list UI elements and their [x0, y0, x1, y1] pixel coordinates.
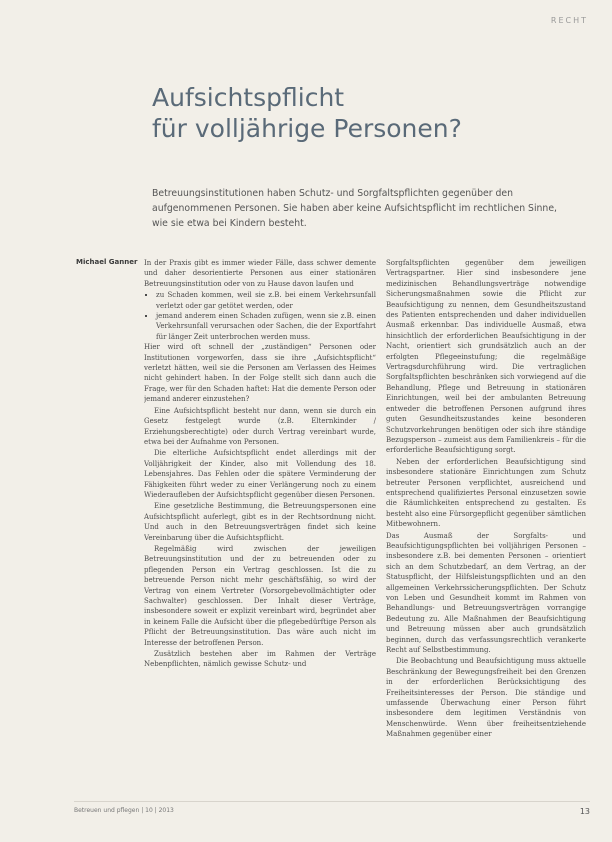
- page-number: 13: [579, 807, 590, 816]
- article-title: [152, 82, 592, 144]
- paragraph: Zusätzlich bestehen aber im Rahmen der Verträge Nebenpflichten, nämlich gewisse Schutz- und: [144, 650, 376, 669]
- paragraph: Neben der erforderlichen Beaufsichtigung sind insbesondere stationäre Einrichtungen zum Schutz betreuter Personen verpflichtet, ausreichend und entsprechend qualifiziertes Personal einzusetzen sowie die Räumlichkeiten entsprechend zu gestalten. Es besteht also eine Fürsorgepflicht gegenüber sämtlichen Mitbewohnern.: [386, 457, 586, 529]
- title-line-1: Aufsichtspflicht: [152, 83, 345, 112]
- section-label: RECHT: [550, 16, 588, 25]
- bullet-list: [144, 290, 376, 342]
- left-column: [144, 258, 376, 784]
- right-column: [386, 258, 586, 784]
- paragraph: Regelmäßig wird zwischen der jeweiligen Betreuungsinstitution und der zu betreuenden oder zu pflegenden Person ein Vertrag geschlossen. Ist die zu betreuende Person nicht mehr geschäftsfähig, so wird der Vertrag von einem Vertreter (Vorsorgebevollmächtigter oder Sachwalter) geschlossen. Der Inhalt dieser Verträge, insbesondere soweit er explizit vereinbart wird, begründet aber in keinem Falle die Aufsicht über die pflegebedürftige Person als Pflicht der Betreuungsinstitution. Das wäre auch nicht im Interesse der betroffenen Person.: [144, 544, 376, 647]
- paragraph: In der Praxis gibt es immer wieder Fälle, dass schwer demente und daher desorientierte Personen aus einer stationären Betreuungsinstitution oder von zu Hause davon laufen und: [144, 259, 376, 288]
- paragraph: Die elterliche Aufsichtspflicht endet allerdings mit der Volljährigkeit der Kinder, also mit Vollendung des 18. Lebensjahres. Das Fehlen oder die spätere Verminderung der Fähigkeiten führt weder zu einer Verlängerung noch zu einem Wiederaufleben der Aufsichtspflicht gegenüber diesen Personen.: [144, 449, 376, 499]
- author-name: Michael Ganner: [76, 258, 138, 266]
- title-line-2: für volljährige Personen?: [152, 114, 462, 143]
- paragraph: Sorgfaltspflichten gegenüber dem jeweiligen Vertragspartner. Hier sind insbesondere jene medizinischen Behandlungsverträge notwendige Sicherungsmaßnahmen sowie die Pflicht zur Beaufsichtigung zu nennen, dem Gesundheitszustand des Patienten entsprechenden und daher individuellen Ausmaß erkennbar. Das individuelle Ausmaß, etwa hinsichtlich der erforderlichen Beaufsichtigung in der Nacht, orientiert sich grundsätzlich auch an der erfolgten Pflegeeinstufung; die regelmäßige Vertragsdurchführung wird. Die vertraglichen Sorgfaltspflichten beschränken sich vorwiegend auf die Behandlung, Pflege und Betreuung in stationären Einrichtungen, weil bei der ambulanten Betreuung entweder die betroffenen Personen aufgrund ihres guten Gesundheitszustandes keine besonderen Schutzvorkehrungen benötigen oder sich ihre ständige Bezugsperson – zumeist aus dem Familienkreis – für die erforderliche Beaufsichtigung sorgt.: [386, 259, 586, 455]
- paragraph: Hier wird oft schnell der „zuständigen“ Personen oder Institutionen vorgeworfen, dass sie ihre „Aufsichtspflicht“ verletzt hätten, weil sie die Personen am Verlassen des Heimes nicht gehindert haben. In der Folge stellt sich dann auch die Frage, wer für den Schaden haftet: Hat die demente Person oder jemand anderer einzustehen?: [144, 343, 376, 404]
- footer-divider: [74, 801, 590, 802]
- paragraph: Eine Aufsichtspflicht besteht nur dann, wenn sie durch ein Gesetz festgelegt wurde (z.B. Elternkinder / Erziehungsberechtigte) oder durch Vertrag vereinbart wurde, etwa bei der Aufnahme von Personen.: [144, 406, 376, 446]
- paragraph: Die Beobachtung und Beaufsichtigung muss aktuelle Beschränkung der Bewegungsfreiheit bei den Grenzen in der erforderlichen Berücksichtigung des Freiheitsinteresses der Person. Die ständige und umfassende Überwachung einer Person führt insbesondere dem legitimen Verständnis von Menschenwürde. Wenn über freiheitsentziehende Maßnahmen gegenüber einer: [386, 657, 586, 739]
- paragraph: Das Ausmaß der Sorgfalts- und Beaufsichtigungspflichten bei volljährigen Personen – insbesondere z.B. bei dementen Personen – orientiert sich an dem Schutzbedarf, an dem Vertrag, an der Statuspflicht, der Hilfsleistungspflichten und an den allgemeinen Verkehrssicherungspflichten. Der Schutz von Leben und Gesundheit kommt im Rahmen von Behandlungs- und Betreuungsverträgen vorrangige Bedeutung zu. Alle Maßnahmen der Beaufsichtigung und Betreuung müssen aber auch grundsätzlich beginnen, durch das verfassungsrechtlich verankerte Recht auf Selbstbestimmung.: [386, 531, 586, 655]
- publication-info: Betreuen und pflegen | 10 | 2013: [74, 807, 174, 814]
- list-item: ▪ jemand anderem einen Schaden zufügen, wenn sie z.B. einen Verkehrsunfall verursachen oder Sachen, die der Exportfahrt für länger Zeit unterbrochen werden muss.: [156, 311, 376, 342]
- paragraph: Eine gesetzliche Bestimmung, die Betreuungspersonen eine Aufsichtspflicht auferlegt, gibt es in der Rechtsordnung nicht. Und auch in den Betreuungsverträgen findet sich keine Vereinbarung über die Aufsichtspflicht.: [144, 502, 376, 542]
- article-lead: Betreuungsinstitutionen haben Schutz- und Sorgfaltspflichten gegenüber den aufgenommenen Personen. Sie haben aber keine Aufsichtspflicht im rechtlichen Sinne, wie sie etwa bei Kindern besteht.: [152, 188, 558, 229]
- list-item: ▪ zu Schaden kommen, weil sie z.B. bei einem Verkehrsunfall verletzt oder gar getötet werden, oder: [156, 290, 376, 311]
